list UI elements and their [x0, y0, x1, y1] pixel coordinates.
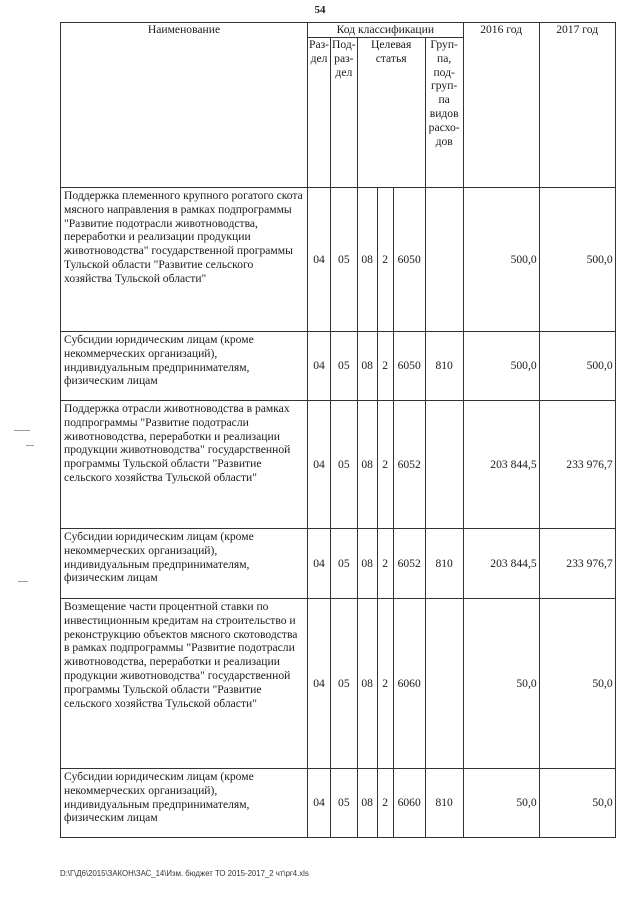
- target-code-program: 08: [357, 769, 377, 838]
- table-row: [61, 769, 616, 838]
- table-row: [61, 188, 616, 332]
- target-code-subprogram: 2: [377, 332, 393, 401]
- expense-group-code: [425, 401, 463, 529]
- row-name: Субсидии юридическим лицам (кроме некоммерческих организаций), индивидуальным предпринимателям, физическим лицам: [61, 769, 308, 838]
- row-name: Субсидии юридическим лицам (кроме некоммерческих организаций), индивидуальным предпринимателям, физическим лицам: [61, 332, 308, 401]
- target-code-item: 6060: [393, 769, 425, 838]
- amount-2016: 203 844,5: [463, 401, 539, 529]
- page-number: 54: [314, 4, 326, 16]
- table-row: [61, 401, 616, 529]
- expense-group-code: 810: [425, 529, 463, 599]
- amount-2017: 50,0: [539, 599, 615, 769]
- file-path-footer: D:\Г\Д6\2015\ЗАКОН\ЗАС_14\Изм. бюджет ТО 2015-2017_2 чт\рг4.xls: [60, 869, 309, 878]
- target-code-program: 08: [357, 332, 377, 401]
- subsection-code: 05: [331, 188, 358, 332]
- subsection-code: 05: [331, 332, 358, 401]
- section-code: 04: [308, 529, 331, 599]
- target-code-item: 6052: [393, 529, 425, 599]
- header-subsection: Под- раз- дел: [331, 38, 358, 188]
- header-expense-group: Груп- па, под- груп- па видов расхо- дов: [425, 38, 463, 188]
- section-code: 04: [308, 401, 331, 529]
- amount-2017: 50,0: [539, 769, 615, 838]
- table-row: [61, 332, 616, 401]
- target-code-program: 08: [357, 401, 377, 529]
- section-code: 04: [308, 769, 331, 838]
- header-section: Раз- дел: [308, 38, 331, 188]
- table-row: [61, 529, 616, 599]
- margin-mark: [14, 430, 30, 431]
- target-code-program: 08: [357, 188, 377, 332]
- row-name: Поддержка отрасли животноводства в рамках подпрограммы "Развитие подотрасли животноводства, переработки и реализации продукции животноводства" государственной программы Тульской области "Развитие сельского хозяйства Тульской области": [61, 401, 308, 529]
- target-code-subprogram: 2: [377, 769, 393, 838]
- subsection-code: 05: [331, 599, 358, 769]
- amount-2016: 500,0: [463, 332, 539, 401]
- target-code-subprogram: 2: [377, 529, 393, 599]
- margin-mark: [18, 581, 28, 582]
- header-name: Наименование: [61, 23, 308, 188]
- header-year-2016: 2016 год: [463, 23, 539, 188]
- table-row: [61, 599, 616, 769]
- amount-2016: 50,0: [463, 599, 539, 769]
- expense-group-code: [425, 599, 463, 769]
- margin-mark: [26, 445, 34, 446]
- target-code-subprogram: 2: [377, 599, 393, 769]
- subsection-code: 05: [331, 769, 358, 838]
- expense-group-code: [425, 188, 463, 332]
- amount-2017: 233 976,7: [539, 401, 615, 529]
- amount-2016: 203 844,5: [463, 529, 539, 599]
- amount-2017: 233 976,7: [539, 529, 615, 599]
- target-code-item: 6050: [393, 332, 425, 401]
- expense-group-code: 810: [425, 769, 463, 838]
- subsection-code: 05: [331, 401, 358, 529]
- target-code-subprogram: 2: [377, 401, 393, 529]
- budget-table: [60, 22, 616, 838]
- amount-2016: 50,0: [463, 769, 539, 838]
- header-target-article: Целевая статья: [357, 38, 425, 188]
- amount-2016: 500,0: [463, 188, 539, 332]
- subsection-code: 05: [331, 529, 358, 599]
- target-code-item: 6052: [393, 401, 425, 529]
- header-year-2017: 2017 год: [539, 23, 615, 188]
- target-code-item: 6050: [393, 188, 425, 332]
- amount-2017: 500,0: [539, 188, 615, 332]
- target-code-program: 08: [357, 599, 377, 769]
- amount-2017: 500,0: [539, 332, 615, 401]
- row-name: Возмещение части процентной ставки по инвестиционным кредитам на строительство и реконструкцию объектов мясного скотоводства в рамках подпрограммы "Развитие подотрасли животноводства, переработки и реализации продукции животноводства" государственной программы Тульской области "Развитие сельского хозяйства Тульской области": [61, 599, 308, 769]
- row-name: Субсидии юридическим лицам (кроме некоммерческих организаций), индивидуальным предпринимателям, физическим лицам: [61, 529, 308, 599]
- section-code: 04: [308, 599, 331, 769]
- target-code-subprogram: 2: [377, 188, 393, 332]
- row-name: Поддержка племенного крупного рогатого скота мясного направления в рамках подпрограммы "Развитие подотрасли животноводства, переработки и реализации продукции животноводства" государственной программы Тульской области "Развитие сельского хозяйства Тульской области": [61, 188, 308, 332]
- expense-group-code: 810: [425, 332, 463, 401]
- target-code-item: 6060: [393, 599, 425, 769]
- target-code-program: 08: [357, 529, 377, 599]
- section-code: 04: [308, 188, 331, 332]
- header-classification: Код классификации: [308, 23, 464, 38]
- section-code: 04: [308, 332, 331, 401]
